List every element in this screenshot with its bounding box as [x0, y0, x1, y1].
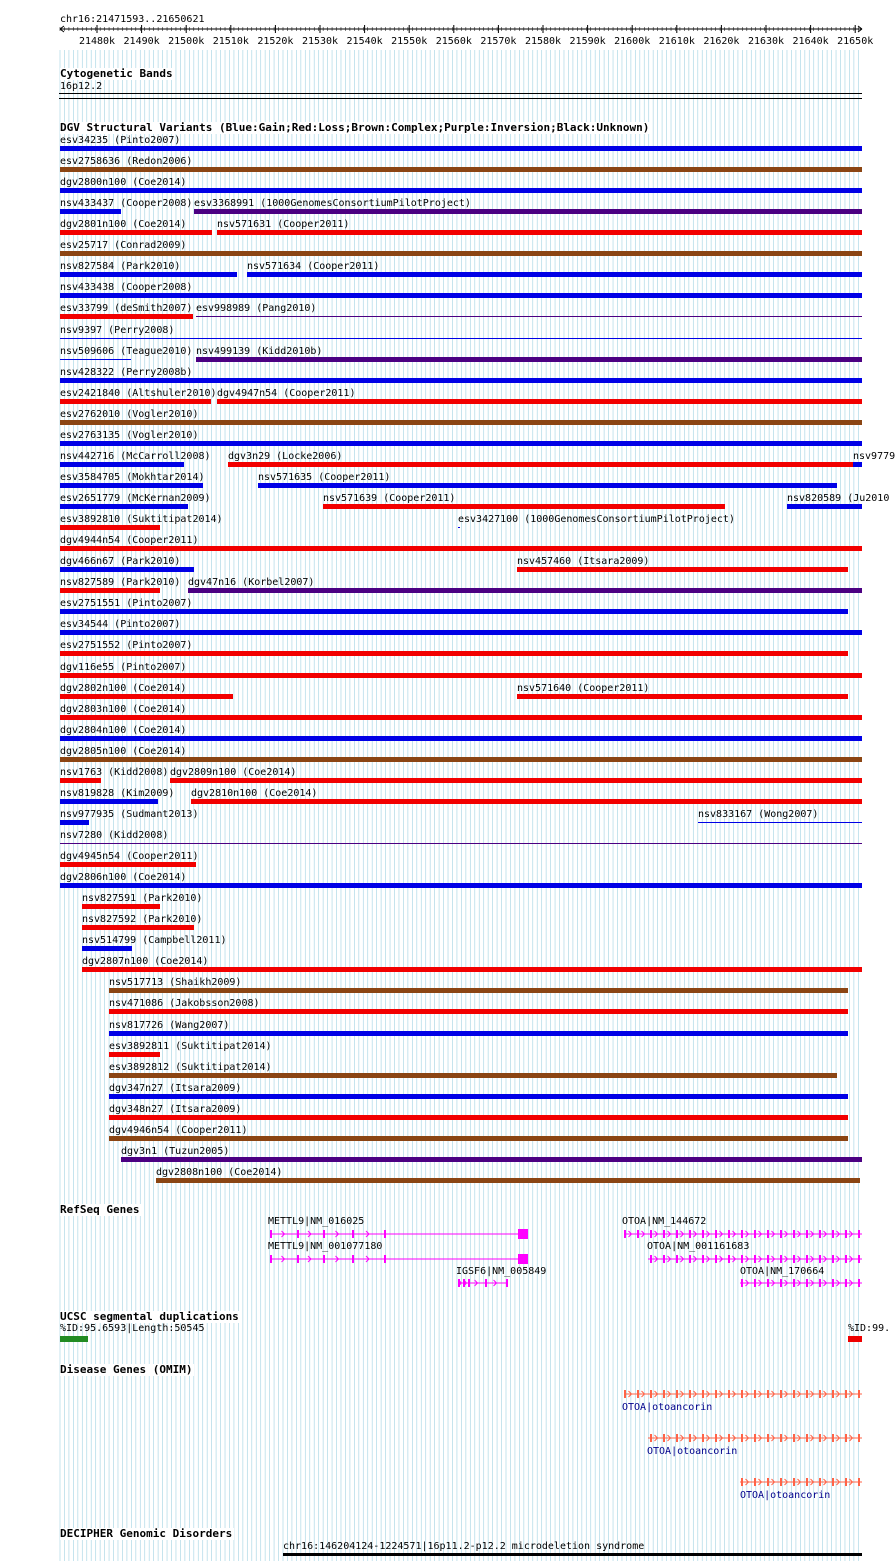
sv-label[interactable]: esv34544 (Pinto2007): [60, 619, 181, 631]
sv-feature[interactable]: [196, 316, 862, 317]
sv-feature[interactable]: [60, 359, 131, 360]
exon: [806, 1255, 808, 1263]
sv-feature[interactable]: [458, 527, 460, 528]
sv-feature[interactable]: [82, 946, 132, 951]
ruler-tick-label: 21540k: [346, 36, 383, 47]
omim-model-1: [624, 1390, 862, 1398]
sv-feature[interactable]: [228, 462, 862, 467]
exon: [754, 1478, 756, 1486]
exon: [754, 1230, 756, 1238]
exon: [858, 1230, 860, 1238]
sv-label[interactable]: nsv442716 (McCarroll2008): [60, 450, 211, 462]
sv-label[interactable]: dgv2806n100 (Coe2014): [60, 872, 187, 884]
position-label: chr16:21471593..21650621: [60, 14, 205, 25]
sv-label[interactable]: nsv517713 (Shaikh2009): [109, 977, 242, 989]
omim-label-2[interactable]: OTOA|otoancorin: [647, 1446, 738, 1457]
sv-label[interactable]: dgv2801n100 (Coe2014): [60, 219, 187, 231]
cytoband-line-top: [59, 93, 862, 94]
decipher-feature[interactable]: [283, 1553, 862, 1556]
sv-label[interactable]: dgv4945n54 (Cooper2011): [60, 851, 199, 863]
exon: [676, 1230, 678, 1238]
exon: [767, 1230, 769, 1238]
exon: [819, 1478, 821, 1486]
exon: [676, 1390, 678, 1398]
sv-feature[interactable]: [60, 567, 194, 572]
exon: [806, 1230, 808, 1238]
ruler-tick-label: 21630k: [747, 36, 785, 47]
sv-feature[interactable]: [109, 1009, 848, 1014]
sv-feature[interactable]: [194, 209, 862, 214]
exon: [858, 1255, 860, 1263]
exon: [819, 1390, 821, 1398]
sv-label[interactable]: dgv2807n100 (Coe2014): [82, 956, 209, 968]
sv-label[interactable]: esv2762010 (Vogler2010): [60, 408, 199, 420]
gene-model-otoa-1: [624, 1230, 862, 1238]
sv-feature[interactable]: [191, 799, 862, 804]
sv-label[interactable]: nsv827589 (Park2010): [60, 577, 181, 589]
sv-label[interactable]: nsv1763 (Kidd2008): [60, 766, 169, 778]
exon: [832, 1279, 834, 1287]
exon: [832, 1230, 834, 1238]
sv-label[interactable]: dgv4946n54 (Cooper2011): [109, 1124, 248, 1136]
sv-feature[interactable]: [109, 988, 848, 993]
dgv-track-title[interactable]: DGV Structural Variants (Blue:Gain;Red:Loss;Brown:Complex;Purple:Inversion;Black:Unknown): [60, 121, 650, 134]
sv-feature[interactable]: [109, 1073, 837, 1078]
sv-feature[interactable]: [109, 1052, 160, 1057]
ruler-tick-label: 21580k: [524, 36, 562, 47]
exon: [832, 1390, 834, 1398]
cytoband-line-bottom: [59, 98, 862, 99]
ruler-tick-label: 21530k: [301, 36, 339, 47]
ruler-tick-label: 21510k: [212, 36, 249, 47]
exon: [858, 1390, 860, 1398]
exon: [352, 1230, 354, 1238]
exon: [806, 1478, 808, 1486]
exon: [806, 1279, 808, 1287]
sv-label[interactable]: esv3892812 (Suktitipat2014): [109, 1061, 272, 1073]
ruler-tick-label: 21500k: [168, 36, 205, 47]
sv-feature[interactable]: [60, 820, 89, 825]
cytoband-track-title[interactable]: Cytogenetic Bands: [60, 67, 173, 80]
sv-label[interactable]: nsv571640 (Cooper2011): [517, 682, 650, 694]
exon: [780, 1255, 782, 1263]
sv-feature[interactable]: [60, 272, 237, 277]
exon: [741, 1390, 743, 1398]
sv-feature[interactable]: [60, 188, 862, 193]
exon: [741, 1230, 743, 1238]
exon: [858, 1478, 860, 1486]
sv-label[interactable]: esv2751551 (Pinto2007): [60, 598, 193, 610]
exon: [780, 1390, 782, 1398]
sv-label[interactable]: nsv819828 (Kim2009): [60, 787, 175, 799]
exon: [728, 1255, 730, 1263]
exon: [637, 1390, 639, 1398]
sv-label[interactable]: nsv428322 (Perry2008b): [60, 366, 193, 378]
sv-feature[interactable]: [60, 504, 188, 509]
exon: [663, 1230, 665, 1238]
exon: [806, 1434, 808, 1442]
sv-feature[interactable]: [60, 588, 160, 593]
sv-feature[interactable]: [60, 694, 233, 699]
sv-label[interactable]: nsv833167 (Wong2007): [698, 808, 819, 820]
exon: [715, 1434, 717, 1442]
sv-feature[interactable]: [517, 694, 848, 699]
sv-feature[interactable]: [109, 1115, 848, 1120]
exon: [845, 1230, 847, 1238]
sv-label[interactable]: nsv571635 (Cooper2011): [258, 471, 391, 483]
exon: [819, 1434, 821, 1442]
exon: [728, 1434, 730, 1442]
sv-label[interactable]: dgv47n16 (Korbel2007): [188, 577, 315, 589]
exon: [624, 1390, 626, 1398]
sv-label[interactable]: nsv7280 (Kidd2008): [60, 829, 169, 841]
sv-label[interactable]: esv3892811 (Suktitipat2014): [109, 1040, 272, 1052]
sv-feature[interactable]: [60, 378, 862, 383]
sv-label[interactable]: dgv2808n100 (Coe2014): [156, 1166, 283, 1178]
refseq-gene-models[interactable]: [0, 1220, 890, 1320]
sv-label[interactable]: esv33799 (deSmith2007): [60, 303, 193, 315]
sv-feature[interactable]: [60, 673, 862, 678]
sv-feature[interactable]: [60, 314, 193, 319]
sv-feature[interactable]: [60, 862, 196, 867]
sv-feature[interactable]: [109, 1136, 848, 1141]
sv-label[interactable]: nsv499139 (Kidd2010b): [196, 345, 323, 357]
exon: [793, 1390, 795, 1398]
exon-utr: [518, 1229, 528, 1239]
omim-label-1[interactable]: OTOA|otoancorin: [622, 1402, 713, 1413]
exon: [741, 1434, 743, 1442]
sv-feature[interactable]: [60, 546, 862, 551]
sv-label[interactable]: dgv2803n100 (Coe2014): [60, 703, 187, 715]
sv-label[interactable]: esv2758636 (Redon2006): [60, 156, 193, 168]
exon: [754, 1434, 756, 1442]
sv-feature[interactable]: [60, 338, 862, 339]
exon: [728, 1390, 730, 1398]
refseq-track-title[interactable]: RefSeq Genes: [60, 1203, 140, 1216]
ruler-tick-label: 21640k: [792, 36, 829, 47]
cytoband-label: 16p12.2: [60, 81, 103, 92]
sv-label[interactable]: nsv9397 (Perry2008): [60, 324, 175, 336]
sv-label[interactable]: nsv827584 (Park2010): [60, 261, 181, 273]
sv-label[interactable]: nsv457460 (Itsara2009): [517, 556, 650, 568]
exon: [845, 1478, 847, 1486]
sv-feature[interactable]: [60, 441, 862, 446]
ruler-tick-label: 21480k: [78, 36, 116, 47]
sv-feature[interactable]: [853, 462, 862, 467]
exon: [754, 1390, 756, 1398]
exon: [352, 1255, 354, 1263]
segdup-label-1[interactable]: %ID:95.6593|Length:50545: [60, 1323, 205, 1334]
sv-feature[interactable]: [82, 904, 160, 909]
exon: [689, 1255, 691, 1263]
exon: [663, 1434, 665, 1442]
ruler-tick-label: 21570k: [480, 36, 517, 47]
exon: [689, 1230, 691, 1238]
sv-feature[interactable]: [258, 483, 837, 488]
sv-feature[interactable]: [60, 146, 862, 151]
sv-feature[interactable]: [60, 230, 212, 235]
sv-feature[interactable]: [82, 925, 194, 930]
segdup-feature-1[interactable]: [60, 1336, 88, 1342]
exon: [741, 1279, 743, 1287]
exon: [702, 1434, 704, 1442]
ruler-tick-label: 21520k: [257, 36, 294, 47]
sv-feature[interactable]: [60, 843, 862, 844]
sv-feature[interactable]: [60, 483, 203, 488]
sv-label[interactable]: esv2421840 (Altshuler2010): [60, 387, 217, 399]
sv-feature[interactable]: [109, 1094, 848, 1099]
sv-label[interactable]: nsv817726 (Wang2007): [109, 1019, 230, 1031]
exon: [845, 1255, 847, 1263]
sv-label[interactable]: esv2651779 (McKernan2009): [60, 493, 211, 505]
gene-model-mettl9-1: [270, 1229, 528, 1239]
sv-feature[interactable]: [787, 504, 862, 509]
gene-label-mettl9-2[interactable]: METTL9|NM_001077180: [268, 1241, 383, 1252]
exon: [793, 1478, 795, 1486]
exon: [767, 1478, 769, 1486]
exon: [384, 1230, 386, 1238]
sv-label[interactable]: nsv514799 (Campbell2011): [82, 935, 227, 947]
sv-label[interactable]: dgv116e55 (Pinto2007): [60, 661, 187, 673]
sv-feature[interactable]: [188, 588, 862, 593]
ruler-tick-label: 21590k: [569, 36, 606, 47]
omim-track-title[interactable]: Disease Genes (OMIM): [60, 1363, 193, 1376]
sv-feature[interactable]: [60, 462, 184, 467]
sv-label[interactable]: esv34235 (Pinto2007): [60, 135, 181, 146]
exon: [793, 1279, 795, 1287]
exon: [650, 1434, 652, 1442]
sv-label[interactable]: esv3584705 (Mokhtar2014): [60, 471, 205, 483]
exon: [806, 1390, 808, 1398]
exon: [832, 1255, 834, 1263]
sv-label[interactable]: dgv2809n100 (Coe2014): [170, 766, 297, 778]
omim-model-3: [740, 1478, 862, 1486]
omim-gene-models[interactable]: [0, 1384, 890, 1494]
exon: [767, 1434, 769, 1442]
sv-feature[interactable]: [247, 272, 862, 277]
exon-utr: [518, 1254, 528, 1264]
exon: [845, 1390, 847, 1398]
ruler-tick-label: 21650k: [837, 36, 874, 47]
segdup-feature-2[interactable]: [848, 1336, 862, 1342]
exon: [858, 1279, 860, 1287]
decipher-track-title[interactable]: DECIPHER Genomic Disorders: [60, 1527, 233, 1540]
sv-feature[interactable]: [156, 1178, 860, 1183]
exon: [676, 1255, 678, 1263]
gene-label-otoa-3[interactable]: OTOA|NM_170664: [740, 1266, 825, 1277]
sv-label[interactable]: nsv509606 (Teague2010): [60, 345, 193, 357]
exon: [715, 1230, 717, 1238]
exon: [728, 1230, 730, 1238]
exon: [650, 1255, 652, 1263]
sv-feature[interactable]: [217, 230, 862, 235]
exon: [270, 1255, 272, 1263]
sv-label[interactable]: nsv471086 (Jakobsson2008): [109, 998, 260, 1010]
segdup-track-title[interactable]: UCSC segmental duplications: [60, 1310, 239, 1323]
gene-label-mettl9-1[interactable]: METTL9|NM_016025: [268, 1216, 365, 1227]
gene-label-otoa-2[interactable]: OTOA|NM_001161683: [647, 1241, 750, 1252]
exon: [468, 1279, 470, 1287]
ruler-tick-label: 21490k: [123, 36, 160, 47]
sv-label[interactable]: dgv3n29 (Locke2006): [228, 450, 343, 462]
gene-label-otoa-1[interactable]: OTOA|NM_144672: [622, 1216, 707, 1227]
exon: [689, 1434, 691, 1442]
sv-feature[interactable]: [60, 883, 862, 888]
exon: [780, 1478, 782, 1486]
exon: [780, 1279, 782, 1287]
sv-feature[interactable]: [217, 399, 862, 404]
sv-feature[interactable]: [196, 357, 862, 362]
sv-feature[interactable]: [60, 399, 211, 404]
sv-label[interactable]: dgv347n27 (Itsara2009): [109, 1082, 242, 1094]
sv-label[interactable]: nsv820589 (Ju2010: [787, 493, 890, 505]
exon: [832, 1434, 834, 1442]
ruler-tick-label: 21550k: [391, 36, 428, 47]
sv-feature[interactable]: [517, 567, 848, 572]
sv-feature[interactable]: [170, 778, 862, 783]
exon: [845, 1279, 847, 1287]
exon: [793, 1255, 795, 1263]
exon: [715, 1255, 717, 1263]
sv-label[interactable]: nsv433438 (Cooper2008): [60, 282, 193, 294]
exon: [845, 1434, 847, 1442]
exon: [384, 1255, 386, 1263]
exon: [819, 1279, 821, 1287]
exon: [650, 1390, 652, 1398]
exon: [297, 1230, 299, 1238]
sv-label[interactable]: nsv571631 (Cooper2011): [217, 219, 350, 231]
sv-feature[interactable]: [60, 293, 862, 298]
sv-label[interactable]: esv3368991 (1000GenomesConsortiumPilotProject): [194, 198, 471, 210]
sv-feature[interactable]: [60, 209, 121, 214]
ruler-tick-label: 21560k: [435, 36, 472, 47]
ruler-tick-label: 21620k: [703, 36, 740, 47]
exon: [702, 1230, 704, 1238]
exon: [741, 1255, 743, 1263]
sv-feature[interactable]: [60, 420, 862, 425]
sv-label[interactable]: dgv348n27 (Itsara2009): [109, 1103, 242, 1115]
exon: [741, 1478, 743, 1486]
gene-model-igsf6: [458, 1279, 508, 1287]
exon: [780, 1434, 782, 1442]
omim-label-3[interactable]: OTOA|otoancorin: [740, 1490, 831, 1501]
sv-label[interactable]: dgv2800n100 (Coe2014): [60, 177, 187, 189]
sv-label[interactable]: nsv571639 (Cooper2011): [323, 493, 456, 505]
exon: [754, 1279, 756, 1287]
exon: [793, 1434, 795, 1442]
decipher-label[interactable]: chr16:146204124-1224571|16p11.2-p12.2 microdeletion syndrome: [283, 1541, 645, 1552]
exon: [819, 1230, 821, 1238]
exon: [819, 1255, 821, 1263]
sv-label[interactable]: dgv2802n100 (Coe2014): [60, 682, 187, 694]
sv-label[interactable]: dgv466n67 (Park2010): [60, 556, 181, 568]
omim-model-2: [648, 1434, 862, 1442]
ruler-axis: [0, 0, 890, 50]
exon: [624, 1230, 626, 1238]
sv-feature[interactable]: [60, 167, 862, 172]
ruler-tick-label: 21610k: [658, 36, 695, 47]
sv-label[interactable]: esv25717 (Conrad2009): [60, 240, 187, 252]
sv-label[interactable]: nsv977935 (Sudmant2013): [60, 808, 199, 820]
exon: [676, 1434, 678, 1442]
sv-feature[interactable]: [60, 778, 101, 783]
sv-label[interactable]: esv3892810 (Suktitipat2014): [60, 514, 223, 526]
sv-label[interactable]: dgv2804n100 (Coe2014): [60, 724, 187, 736]
sv-feature[interactable]: [60, 630, 862, 635]
gene-model-otoa-3: [740, 1279, 862, 1287]
exon: [689, 1390, 691, 1398]
sv-label[interactable]: nsv9779: [853, 450, 895, 462]
sv-label[interactable]: dgv4947n54 (Cooper2011): [217, 387, 356, 399]
sv-label[interactable]: nsv827592 (Park2010): [82, 914, 203, 926]
sv-feature[interactable]: [60, 251, 862, 256]
sv-feature[interactable]: [60, 757, 862, 762]
sv-label[interactable]: esv2763135 (Vogler2010): [60, 429, 199, 441]
exon: [702, 1255, 704, 1263]
exon: [754, 1255, 756, 1263]
exon: [767, 1390, 769, 1398]
sv-feature[interactable]: [323, 504, 725, 509]
exon: [832, 1478, 834, 1486]
sv-feature[interactable]: [121, 1157, 862, 1162]
sv-feature[interactable]: [60, 799, 158, 804]
sv-label[interactable]: nsv827591 (Park2010): [82, 893, 203, 905]
sv-feature[interactable]: [60, 651, 848, 656]
exon: [637, 1230, 639, 1238]
sv-label[interactable]: esv2751552 (Pinto2007): [60, 640, 193, 652]
exon: [297, 1255, 299, 1263]
exon: [485, 1279, 487, 1287]
sv-label[interactable]: dgv3n1 (Tuzun2005): [121, 1145, 230, 1157]
sv-label[interactable]: esv3427100 (1000GenomesConsortiumPilotProject): [458, 514, 735, 526]
exon: [323, 1230, 325, 1238]
sv-label[interactable]: nsv433437 (Cooper2008): [60, 198, 193, 210]
sv-label[interactable]: nsv571634 (Cooper2011): [247, 261, 380, 273]
sv-feature[interactable]: [60, 736, 862, 741]
sv-label[interactable]: dgv2810n100 (Coe2014): [191, 787, 318, 799]
sv-feature[interactable]: [109, 1031, 848, 1036]
exon: [702, 1390, 704, 1398]
exon: [767, 1279, 769, 1287]
segdup-label-2[interactable]: %ID:99.: [848, 1323, 891, 1334]
gene-model-mettl9-2: [270, 1254, 528, 1264]
exon: [506, 1279, 508, 1287]
gene-model-otoa-2: [648, 1255, 862, 1263]
exon: [663, 1390, 665, 1398]
exon: [650, 1230, 652, 1238]
exon: [858, 1434, 860, 1442]
sv-label[interactable]: dgv4944n54 (Cooper2011): [60, 535, 199, 547]
sv-feature[interactable]: [698, 822, 862, 823]
sv-label[interactable]: dgv2805n100 (Coe2014): [60, 745, 187, 757]
sv-feature[interactable]: [60, 609, 848, 614]
exon: [663, 1255, 665, 1263]
sv-feature[interactable]: [60, 715, 862, 720]
exon: [323, 1255, 325, 1263]
gene-label-igsf6[interactable]: IGSF6|NM_005849: [456, 1266, 547, 1277]
exon: [793, 1230, 795, 1238]
ruler: [0, 0, 890, 50]
exon: [270, 1230, 272, 1238]
sv-feature[interactable]: [60, 525, 160, 530]
sv-feature[interactable]: [82, 967, 862, 972]
exon: [780, 1230, 782, 1238]
sv-label[interactable]: esv998989 (Pang2010): [196, 303, 317, 315]
exon: [767, 1255, 769, 1263]
exon: [715, 1390, 717, 1398]
ruler-tick-label: 21600k: [614, 36, 651, 47]
